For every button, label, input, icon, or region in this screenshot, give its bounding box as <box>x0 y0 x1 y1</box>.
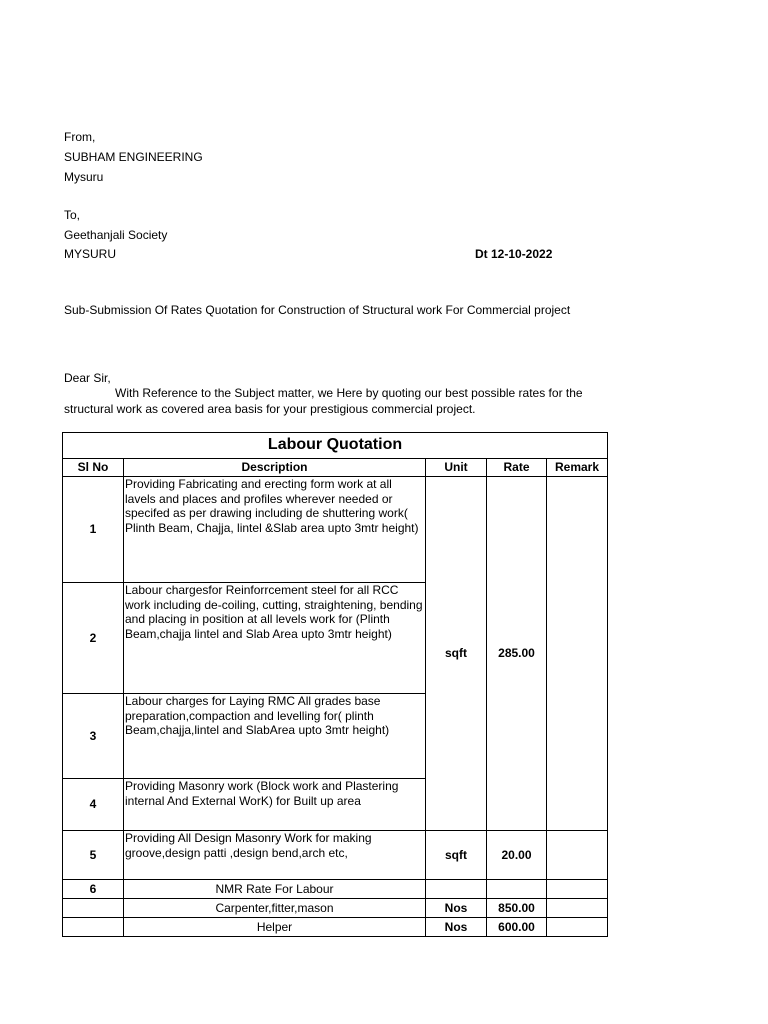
row-unit: Nos <box>426 899 487 918</box>
table-row <box>63 477 608 583</box>
row-sl-no: 4 <box>63 779 124 831</box>
to-label: To, <box>64 208 81 222</box>
header-description: Description <box>124 459 426 477</box>
row-description: NMR Rate For Labour <box>124 880 426 899</box>
row-sl-no: 6 <box>63 880 124 899</box>
row-sl-no: 5 <box>63 831 124 880</box>
header-unit: Unit <box>426 459 487 477</box>
header-remark: Remark <box>547 459 608 477</box>
row-unit <box>426 880 487 899</box>
row-rate: 600.00 <box>487 918 547 937</box>
row-rate <box>487 880 547 899</box>
row-sl-no <box>63 899 124 918</box>
row-description: Labour chargesfor Reinforrcement steel for all RCC work including de-coiling, cutting, straightening, bending and placing in position at all levels work for (Plinth Beam,chajja lintel and Slab Area upto 3mtr height) <box>124 583 426 694</box>
row-remark <box>547 880 608 899</box>
row-sl-no: 1 <box>63 477 124 583</box>
table-row <box>63 899 608 918</box>
letter-date: Dt 12-10-2022 <box>475 247 553 261</box>
merged-unit: sqft <box>426 477 487 831</box>
row-description: Providing All Design Masonry Work for making groove,design patti ,design bend,arch etc, <box>124 831 426 880</box>
row-unit: sqft <box>426 831 487 880</box>
table-title-row <box>63 433 608 459</box>
row-rate: 850.00 <box>487 899 547 918</box>
table-title: Labour Quotation <box>63 433 608 459</box>
row-description: Helper <box>124 918 426 937</box>
salutation: Dear Sir, <box>64 371 111 385</box>
row-description: Providing Masonry work (Block work and Plastering internal And External WorK) for Built up area <box>124 779 426 831</box>
from-label: From, <box>64 130 96 144</box>
row-remark <box>547 899 608 918</box>
row-remark <box>547 918 608 937</box>
row-description: Providing Fabricating and erecting form work at all lavels and places and profiles wherever needed or specifed as per drawing including de shuttering work( Plinth Beam, Chajja, lintel &Slab area upto 3mtr height) <box>124 477 426 583</box>
row-remark <box>547 831 608 880</box>
from-city: Mysuru <box>64 170 104 184</box>
row-description: Labour charges for Laying RMC All grades base preparation,compaction and levelling for( plinth Beam,chajja,lintel and SlabArea upto 3mtr height) <box>124 694 426 779</box>
labour-quotation-table <box>62 432 608 937</box>
header-sl-no: Sl No <box>63 459 124 477</box>
from-company: SUBHAM ENGINEERING <box>64 150 203 164</box>
to-city: MYSURU <box>64 247 117 261</box>
merged-remark <box>547 477 608 831</box>
to-name: Geethanjali Society <box>64 228 168 242</box>
row-description: Carpenter,fitter,mason <box>124 899 426 918</box>
table-header-row <box>63 459 608 477</box>
row-sl-no: 2 <box>63 583 124 694</box>
row-sl-no: 3 <box>63 694 124 779</box>
table-row <box>63 831 608 880</box>
subject-line: Sub-Submission Of Rates Quotation for Construction of Structural work For Commercial project <box>64 303 571 317</box>
body-paragraph: With Reference to the Subject matter, we Here by quoting our best possible rates for the structural work as covered area basis for your prestigious commercial project. <box>64 386 583 416</box>
row-rate: 20.00 <box>487 831 547 880</box>
merged-rate: 285.00 <box>487 477 547 831</box>
header-rate: Rate <box>487 459 547 477</box>
row-sl-no <box>63 918 124 937</box>
row-unit: Nos <box>426 918 487 937</box>
table-row <box>63 918 608 937</box>
table-row <box>63 880 608 899</box>
